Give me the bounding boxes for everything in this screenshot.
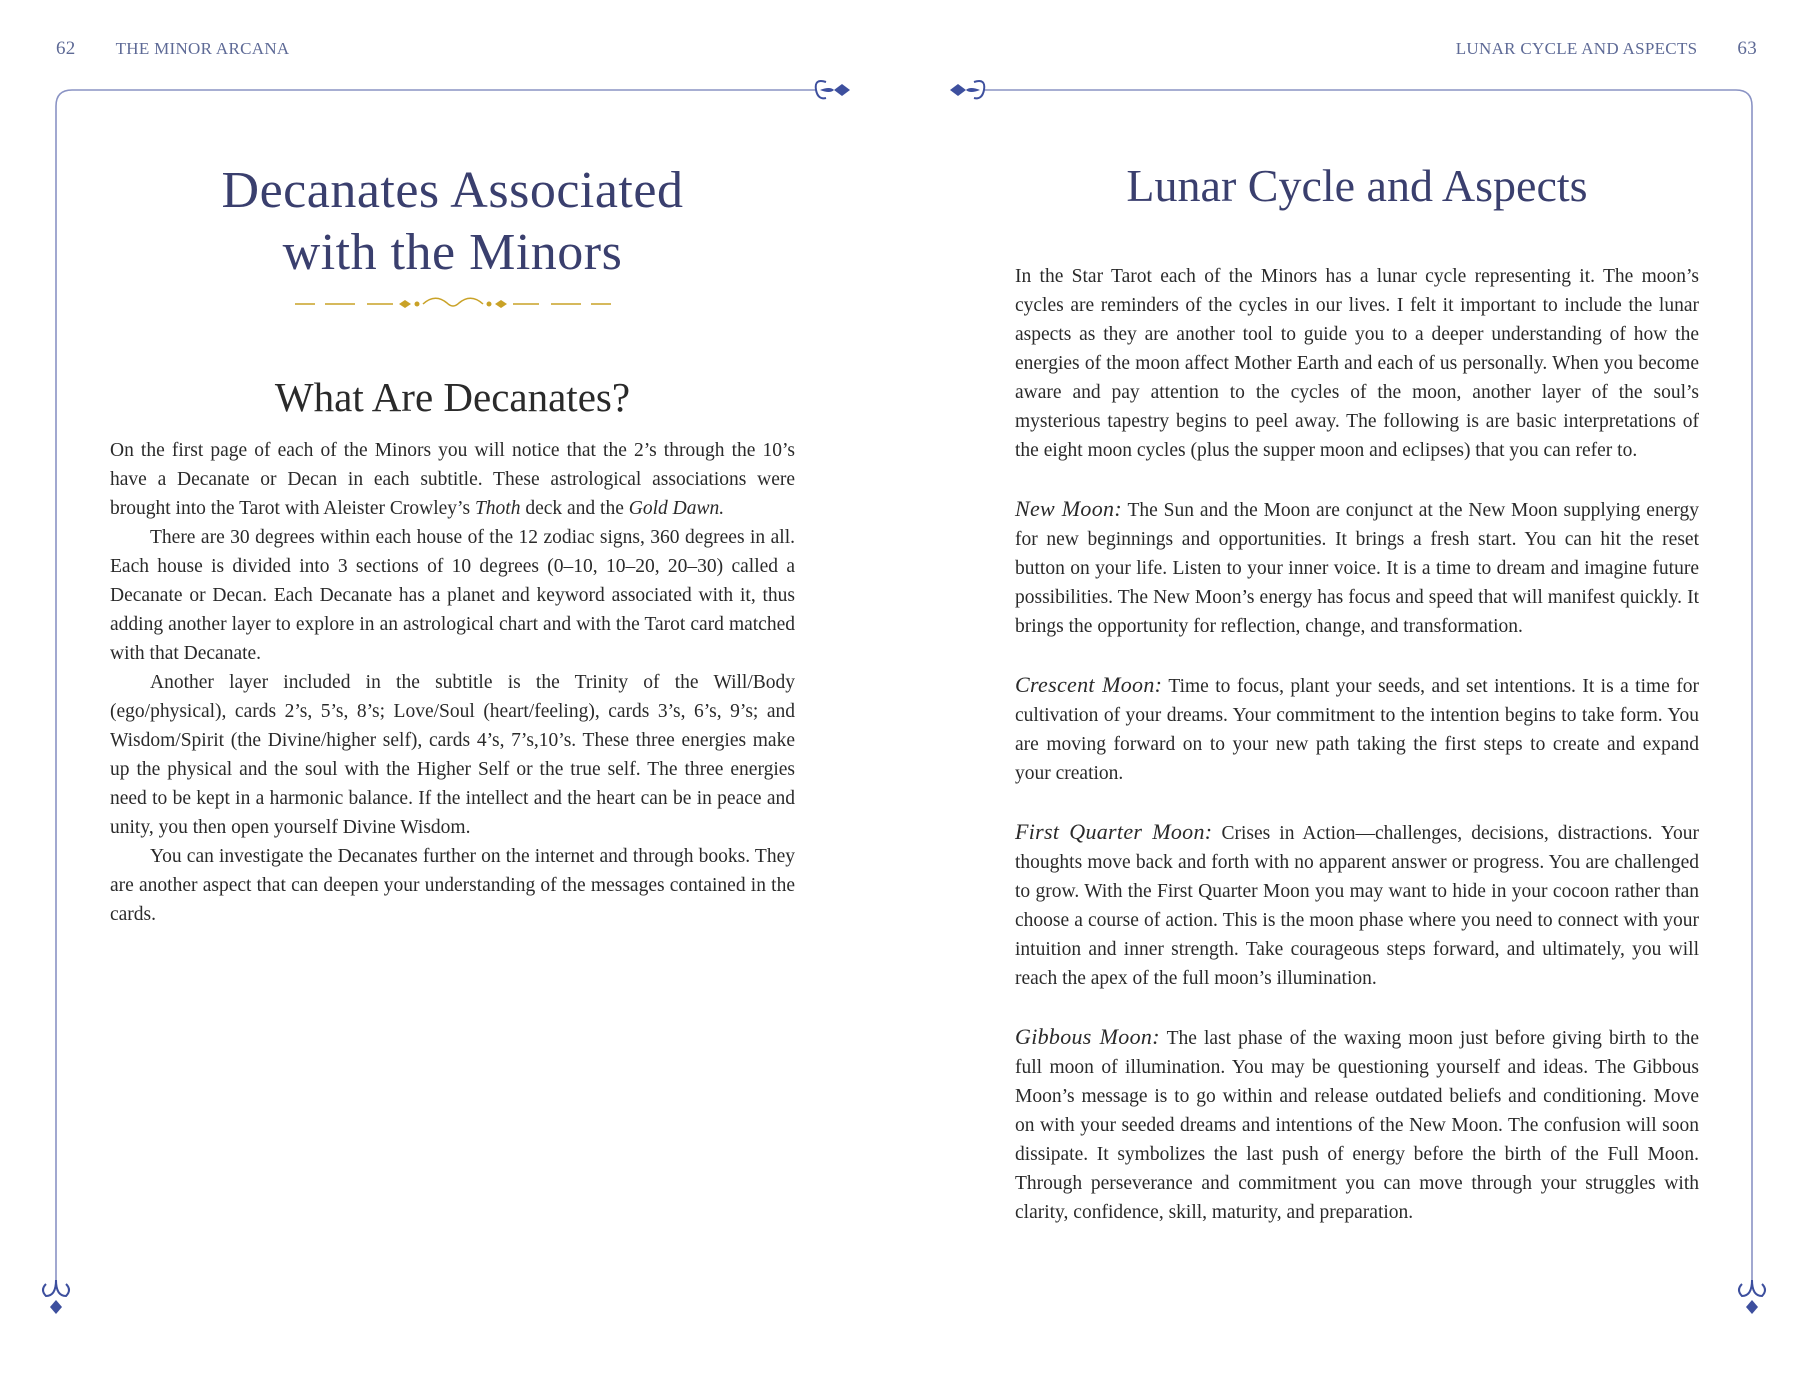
right-page-title: Lunar Cycle and Aspects bbox=[1126, 160, 1588, 211]
page-number-left: 62 bbox=[56, 38, 76, 59]
frame-ornament-right-icon bbox=[950, 81, 984, 98]
frame-ornament-bottom-left-icon bbox=[43, 1280, 69, 1314]
gold-divider-ornament-icon bbox=[295, 291, 611, 317]
thoth-emphasis: Thoth bbox=[474, 498, 521, 519]
right-body-text bbox=[1015, 262, 1699, 1227]
paragraph-3: Another layer included in the subtitle is the Trinity of the Will/Body (ego/physical), cards 2’s, 5’s, 8’s; Love/Soul (heart/feeling), cards 3’s, 6’s, 9’s; and Wisdom/Spirit (the Divine/higher self), cards 4’s, 7’s,10’s. These three energies make up the physical and the soul with the Higher Self or the true self. The three energies need to be kept in a harmonic balance. If the intellect and the heart can be in peace and unity, you then open yourself Divine Wisdom. bbox=[110, 672, 795, 838]
left-body-text bbox=[110, 436, 795, 929]
paragraph-1: On the first page of each of the Minors you will notice that the 2’s through the 10’s have a Decanate or Decan in each subtitle. These astrological associations were brought into the Tarot with Aleister Crowley’s Thoth deck and the Gold Dawn. bbox=[110, 440, 795, 519]
intro-paragraph: In the Star Tarot each of the Minors has a lunar cycle representing it. The moon’s cycles are reminders of the cycles in our lives. I felt it important to include the lunar aspects as they are another tool to guide you to a deeper understanding of how the energies of the moon affect Mother Earth and each of us personally. When you become aware and pay attention to the cycles of the moon, another layer of the soul’s mysterious tapestry begins to peel away. The following is are basic interpretations of the eight moon cycles (plus the supper moon and eclipses) that you can refer to. bbox=[1015, 266, 1699, 461]
chapter-title bbox=[110, 160, 795, 284]
page-number-right: 63 bbox=[1737, 38, 1757, 59]
frame-ornament-bottom-right-icon bbox=[1739, 1280, 1765, 1314]
phase-term: Crescent Moon: bbox=[1015, 672, 1163, 697]
section-title: What Are Decanates? bbox=[274, 374, 631, 420]
gold-dawn-emphasis: Gold Dawn. bbox=[628, 498, 725, 519]
frame-ornament-left-icon bbox=[816, 81, 850, 98]
running-head-left-text: THE MINOR ARCANA bbox=[115, 39, 290, 58]
paragraph-4: You can investigate the Decanates further on the internet and through books. They are another aspect that can deepen your understanding of the messages contained in the cards. bbox=[110, 846, 795, 925]
phase-first-quarter-moon: First Quarter Moon: Crises in Action—challenges, decisions, distractions. Your thoughts move back and forth with no apparent answer or progress. You are challenged to grow. With the First Quarter Moon you may want to hide in your cocoon rather than choose a course of action. This is the moon phase where you need to connect with your intuition and inner strength. Take courageous steps forward, and ultimately, you will reach the apex of the full moon’s illumination. bbox=[1015, 819, 1699, 989]
running-head-right-text: LUNAR CYCLE AND ASPECTS bbox=[1455, 39, 1698, 58]
phase-gibbous-moon: Gibbous Moon: The last phase of the waxing moon just before giving birth to the full moon of illumination. You may be questioning yourself and ideas. The Gibbous Moon’s message is to go within and release outdated beliefs and conditioning. Move on with your seeded dreams and intentions of the New Moon. The confusion will soon dissipate. It symbolizes the last push of energy before the birth of the Full Moon. Through perseverance and commitment you can move through your struggles with clarity, confidence, skill, maturity, and preparation. bbox=[1015, 1024, 1699, 1223]
phase-term: Gibbous Moon: bbox=[1015, 1024, 1160, 1049]
phase-crescent-moon: Crescent Moon: Time to focus, plant your seeds, and set intentions. It is a time for cultivation of your dreams. Your commitment to the intention begins to take form. You are moving forward on to your new path taking the first steps to create and expand your creation. bbox=[1015, 672, 1699, 784]
paragraph-2: There are 30 degrees within each house of the 12 zodiac signs, 360 degrees in all. Each house is divided into 3 sections of 10 degrees (0–10, 10–20, 20–30) called a Decanate or Decan. Each Decanate has a planet and keyword associated with it, thus adding another layer to explore in an astrological chart and with the Tarot card matched with that Decanate. bbox=[110, 527, 795, 664]
phase-term: New Moon: bbox=[1015, 496, 1122, 521]
chapter-title-line1: Decanates Associated bbox=[221, 162, 684, 219]
phase-term: First Quarter Moon: bbox=[1015, 819, 1213, 844]
chapter-title-line2: with the Minors bbox=[282, 224, 623, 281]
phase-new-moon: New Moon: The Sun and the Moon are conjunct at the New Moon supplying energy for new beginnings and opportunities. It brings a fresh start. You can hit the reset button on your life. Listen to your inner voice. It is a time to dream and imagine future possibilities. The New Moon’s energy has focus and speed that will manifest quickly. It brings the opportunity for reflection, change, and transformation. bbox=[1015, 496, 1699, 637]
